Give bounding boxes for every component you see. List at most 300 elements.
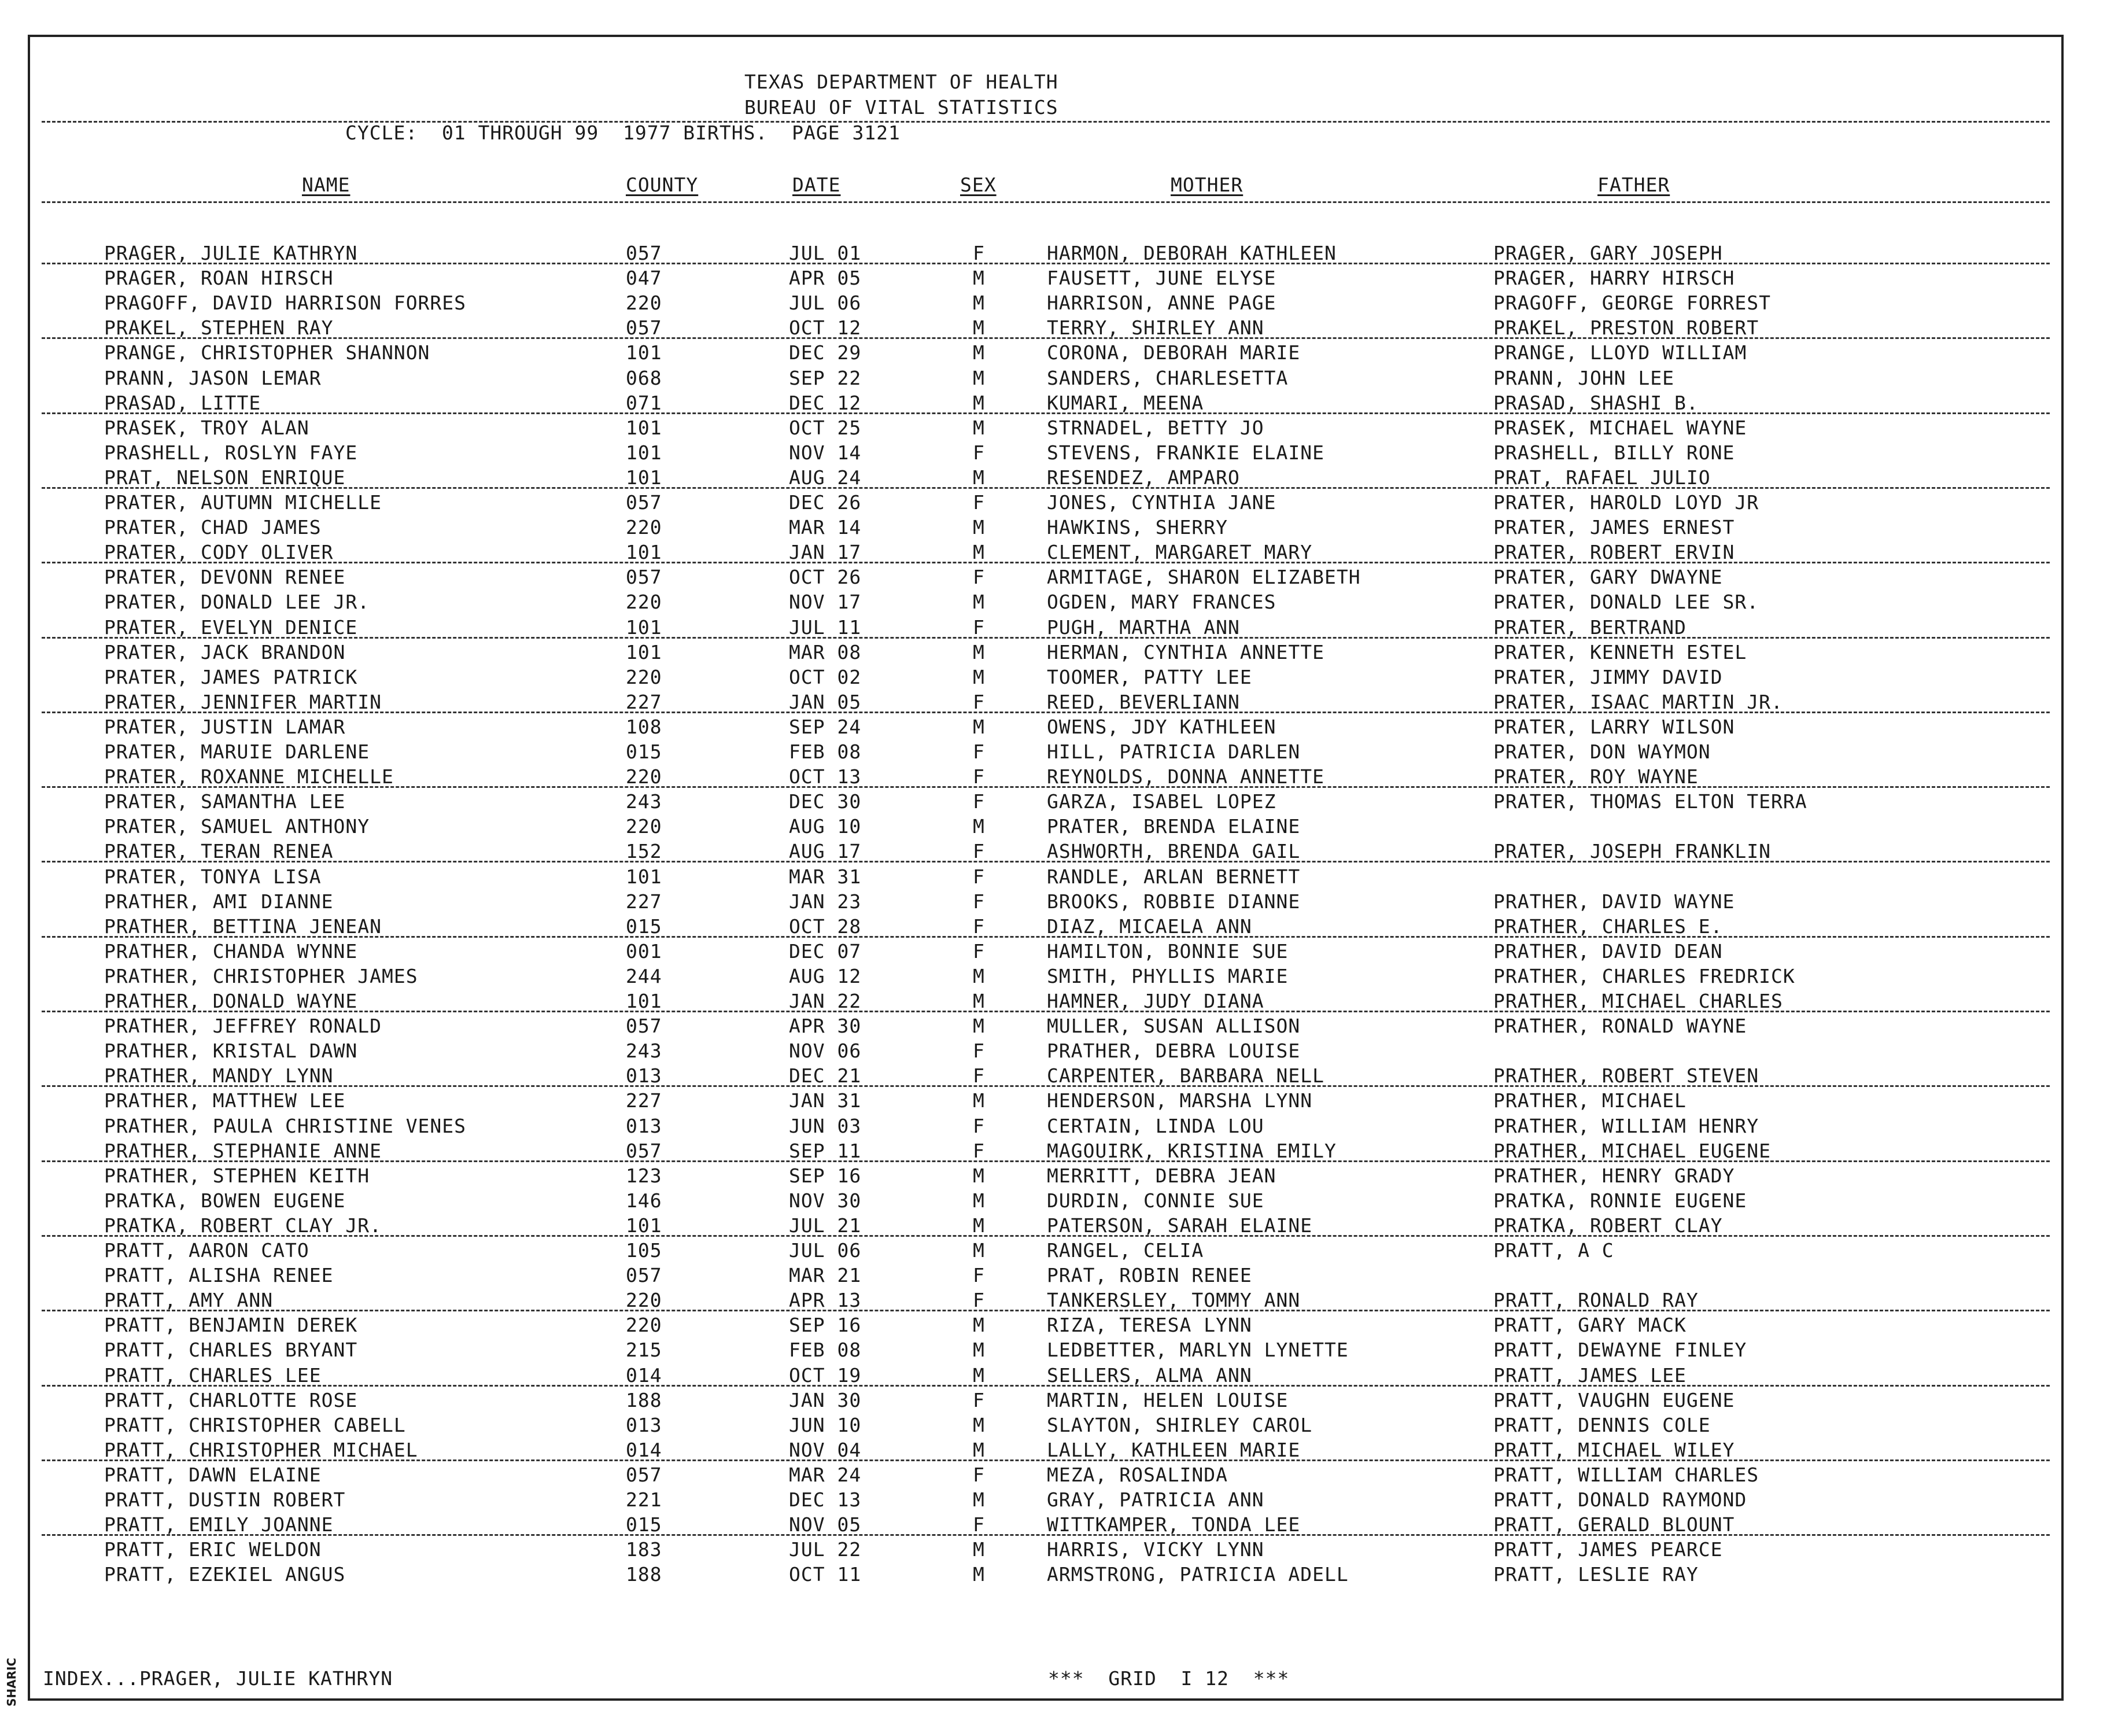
row-cell-father: PRATHER, HENRY GRADY (1493, 1164, 1735, 1187)
row-cell-father: PRATT, LESLIE RAY (1493, 1563, 1699, 1586)
row-cell-sex: M (973, 1339, 985, 1362)
row-cell-date: JUL 06 (789, 1239, 862, 1262)
row-cell-mother: ARMSTRONG, PATRICIA ADELL (1047, 1563, 1349, 1586)
row-cell-mother: RESENDEZ, AMPARO (1047, 466, 1240, 489)
row-cell-county: 071 (626, 391, 662, 414)
row-cell-father: PRATT, GERALD BLOUNT (1493, 1513, 1735, 1536)
row-cell-father: PRATT, JAMES LEE (1493, 1363, 1687, 1387)
row-cell-sex: M (973, 715, 985, 738)
row-cell-sex: F (973, 566, 985, 589)
row-cell-name: PRANN, JASON LEMAR (104, 366, 322, 389)
row-cell-name: PRATER, SAMANTHA LEE (104, 790, 346, 813)
row-cell-mother: DIAZ, MICAELA ANN (1047, 915, 1252, 938)
row-cell-name: PRATT, CHARLES LEE (104, 1363, 322, 1387)
row-cell-date: MAR 14 (789, 516, 862, 539)
row-cell-county: 227 (626, 1089, 662, 1112)
row-cell-county: 220 (626, 292, 662, 315)
row-cell-father: PRANGE, LLOYD WILLIAM (1493, 341, 1747, 364)
row-cell-name: PRATER, MARUIE DARLENE (104, 740, 370, 763)
row-cell-father: PRATER, ROBERT ERVIN (1493, 541, 1735, 564)
row-group-rule (42, 562, 2050, 563)
row-cell-sex: M (973, 366, 985, 389)
row-cell-sex: F (973, 890, 985, 913)
row-cell-name: PRATER, CODY OLIVER (104, 541, 334, 564)
row-cell-name: PRASAD, LITTE (104, 391, 261, 414)
row-cell-sex: F (973, 1040, 985, 1063)
row-cell-father: PRATER, THOMAS ELTON TERRA (1493, 790, 1807, 813)
row-cell-name: PRATER, ROXANNE MICHELLE (104, 765, 394, 788)
row-cell-county: 057 (626, 1264, 662, 1287)
row-cell-county: 057 (626, 566, 662, 589)
row-cell-sex: M (973, 341, 985, 364)
row-cell-date: SEP 16 (789, 1164, 862, 1187)
cycle-line: CYCLE: 01 THROUGH 99 1977 BIRTHS. PAGE 3121 (345, 121, 901, 144)
row-cell-date: AUG 12 (789, 964, 862, 987)
row-cell-name: PRASHELL, ROSLYN FAYE (104, 441, 358, 464)
row-cell-date: JAN 05 (789, 690, 862, 713)
row-cell-sex: M (973, 267, 985, 290)
row-cell-sex: M (973, 1438, 985, 1461)
row-cell-county: 220 (626, 516, 662, 539)
row-cell-county: 152 (626, 840, 662, 863)
row-cell-date: DEC 12 (789, 391, 862, 414)
row-cell-date: JUL 22 (789, 1538, 862, 1561)
row-cell-date: JAN 23 (789, 890, 862, 913)
row-cell-father: PRATHER, CHARLES E. (1493, 915, 1723, 938)
row-cell-name: PRATER, JAMES PATRICK (104, 665, 358, 688)
row-cell-father: PRATER, DONALD LEE SR. (1493, 591, 1759, 614)
row-cell-date: OCT 28 (789, 915, 862, 938)
row-cell-date: APR 30 (789, 1015, 862, 1038)
row-cell-date: DEC 30 (789, 790, 862, 813)
row-cell-mother: MARTIN, HELEN LOUISE (1047, 1388, 1289, 1411)
row-cell-sex: M (973, 1314, 985, 1337)
row-cell-mother: ASHWORTH, BRENDA GAIL (1047, 840, 1301, 863)
row-cell-mother: JONES, CYNTHIA JANE (1047, 491, 1276, 514)
row-cell-sex: F (973, 1289, 985, 1312)
row-cell-date: NOV 14 (789, 441, 862, 464)
row-cell-county: 057 (626, 1139, 662, 1162)
row-cell-date: JUN 03 (789, 1114, 862, 1137)
row-cell-sex: M (973, 640, 985, 664)
row-cell-name: PRATT, DAWN ELAINE (104, 1463, 322, 1486)
row-group-rule (42, 1310, 2050, 1311)
row-cell-date: SEP 11 (789, 1139, 862, 1162)
footer-index: INDEX...PRAGER, JULIE KATHRYN (43, 1667, 393, 1690)
row-cell-sex: F (973, 915, 985, 938)
row-cell-date: DEC 21 (789, 1064, 862, 1088)
row-cell-father: PRATHER, DAVID WAYNE (1493, 890, 1735, 913)
row-cell-father: PRAGER, GARY JOSEPH (1493, 242, 1723, 264)
row-cell-sex: M (973, 1413, 985, 1436)
row-cell-sex: M (973, 591, 985, 614)
row-cell-mother: HAWKINS, SHERRY (1047, 516, 1228, 539)
row-cell-county: 123 (626, 1164, 662, 1187)
row-cell-mother: HILL, PATRICIA DARLEN (1047, 740, 1301, 763)
row-cell-father: PRATT, DENNIS COLE (1493, 1413, 1711, 1436)
row-cell-father: PRATT, DEWAYNE FINLEY (1493, 1339, 1747, 1362)
row-cell-sex: M (973, 516, 985, 539)
row-cell-date: JUN 10 (789, 1413, 862, 1436)
row-cell-sex: M (973, 815, 985, 838)
row-cell-mother: SANDERS, CHARLESETTA (1047, 366, 1289, 389)
row-cell-date: MAR 31 (789, 865, 862, 888)
row-cell-sex: M (973, 466, 985, 489)
row-cell-name: PRATT, EMILY JOANNE (104, 1513, 334, 1536)
row-cell-county: 101 (626, 640, 662, 664)
row-cell-date: FEB 08 (789, 1339, 862, 1362)
row-cell-mother: OWENS, JDY KATHLEEN (1047, 715, 1276, 738)
row-cell-county: 015 (626, 740, 662, 763)
row-cell-name: PRAGER, JULIE KATHRYN (104, 242, 358, 264)
row-cell-mother: MEZA, ROSALINDA (1047, 1463, 1228, 1486)
row-cell-date: NOV 04 (789, 1438, 862, 1461)
row-cell-father: PRATER, JIMMY DAVID (1493, 665, 1723, 688)
row-cell-county: 220 (626, 1289, 662, 1312)
row-cell-mother: HARMON, DEBORAH KATHLEEN (1047, 242, 1337, 264)
row-cell-sex: M (973, 391, 985, 414)
row-cell-sex: F (973, 491, 985, 514)
row-cell-sex: F (973, 790, 985, 813)
row-cell-mother: RIZA, TERESA LYNN (1047, 1314, 1252, 1337)
row-cell-mother: MULLER, SUSAN ALLISON (1047, 1015, 1301, 1038)
row-cell-date: DEC 26 (789, 491, 862, 514)
row-cell-father: PRATT, JAMES PEARCE (1493, 1538, 1723, 1561)
row-cell-mother: MERRITT, DEBRA JEAN (1047, 1164, 1276, 1187)
row-cell-county: 101 (626, 990, 662, 1012)
row-cell-mother: RANGEL, CELIA (1047, 1239, 1204, 1262)
row-cell-county: 014 (626, 1438, 662, 1461)
row-cell-sex: F (973, 939, 985, 963)
row-cell-father: PRATT, A C (1493, 1239, 1614, 1262)
side-mark-label: SHARIC (5, 1657, 19, 1706)
row-cell-name: PRATT, AMY ANN (104, 1289, 274, 1312)
row-cell-father: PRATHER, RONALD WAYNE (1493, 1015, 1747, 1038)
row-cell-sex: F (973, 765, 985, 788)
row-cell-date: JUL 11 (789, 615, 862, 639)
row-cell-mother: LEDBETTER, MARLYN LYNETTE (1047, 1339, 1349, 1362)
row-cell-mother: HARRISON, ANNE PAGE (1047, 292, 1276, 315)
row-cell-mother: DURDIN, CONNIE SUE (1047, 1189, 1264, 1212)
row-cell-mother: HAMILTON, BONNIE SUE (1047, 939, 1289, 963)
row-cell-mother: REED, BEVERLIANN (1047, 690, 1240, 713)
row-cell-sex: M (973, 292, 985, 315)
row-cell-mother: SLAYTON, SHIRLEY CAROL (1047, 1413, 1313, 1436)
row-cell-county: 101 (626, 441, 662, 464)
row-cell-name: PRASEK, TROY ALAN (104, 416, 309, 439)
row-cell-mother: LALLY, KATHLEEN MARIE (1047, 1438, 1301, 1461)
row-cell-sex: M (973, 1214, 985, 1237)
row-cell-name: PRAT, NELSON ENRIQUE (104, 466, 346, 489)
row-cell-county: 047 (626, 267, 662, 290)
row-cell-father: PRATER, HAROLD LOYD JR (1493, 491, 1759, 514)
row-cell-name: PRATER, AUTUMN MICHELLE (104, 491, 382, 514)
row-cell-father: PRATKA, ROBERT CLAY (1493, 1214, 1723, 1237)
row-cell-name: PRATT, DUSTIN ROBERT (104, 1488, 346, 1511)
row-cell-date: NOV 17 (789, 591, 862, 614)
column-header-mother: MOTHER (1171, 174, 1243, 196)
row-cell-county: 220 (626, 815, 662, 838)
row-cell-date: JUL 21 (789, 1214, 862, 1237)
row-group-rule (42, 1534, 2050, 1536)
row-cell-mother: CARPENTER, BARBARA NELL (1047, 1064, 1324, 1088)
row-cell-sex: F (973, 242, 985, 264)
row-cell-name: PRATT, AARON CATO (104, 1239, 309, 1262)
row-cell-date: JUL 06 (789, 292, 862, 315)
column-header-county: COUNTY (626, 174, 699, 196)
row-cell-county: 013 (626, 1064, 662, 1088)
row-cell-name: PRATHER, JEFFREY RONALD (104, 1015, 382, 1038)
row-cell-name: PRATHER, DONALD WAYNE (104, 990, 358, 1012)
row-cell-county: 013 (626, 1114, 662, 1137)
row-cell-father: PRATER, LARRY WILSON (1493, 715, 1735, 738)
row-cell-name: PRAKEL, STEPHEN RAY (104, 316, 334, 340)
row-cell-county: 243 (626, 1040, 662, 1063)
row-cell-father: PRATHER, WILLIAM HENRY (1493, 1114, 1759, 1137)
row-cell-father: PRATHER, DAVID DEAN (1493, 939, 1723, 963)
row-cell-date: OCT 19 (789, 1363, 862, 1387)
row-cell-mother: HERMAN, CYNTHIA ANNETTE (1047, 640, 1324, 664)
row-cell-father: PRATHER, MICHAEL EUGENE (1493, 1139, 1771, 1162)
row-cell-date: JUL 01 (789, 242, 862, 264)
row-cell-sex: M (973, 1538, 985, 1561)
row-cell-date: NOV 06 (789, 1040, 862, 1063)
row-cell-county: 101 (626, 865, 662, 888)
row-cell-county: 101 (626, 466, 662, 489)
row-cell-county: 220 (626, 591, 662, 614)
row-cell-date: AUG 17 (789, 840, 862, 863)
row-group-rule (42, 412, 2050, 414)
row-cell-date: MAR 24 (789, 1463, 862, 1486)
row-cell-sex: M (973, 1563, 985, 1586)
row-cell-mother: ARMITAGE, SHARON ELIZABETH (1047, 566, 1361, 589)
row-cell-sex: F (973, 441, 985, 464)
row-cell-sex: F (973, 740, 985, 763)
row-cell-mother: HARRIS, VICKY LYNN (1047, 1538, 1264, 1561)
row-cell-name: PRATT, CHRISTOPHER MICHAEL (104, 1438, 418, 1461)
column-header-name: NAME (302, 174, 350, 196)
row-cell-date: FEB 08 (789, 740, 862, 763)
row-cell-name: PRATHER, CHANDA WYNNE (104, 939, 358, 963)
row-cell-father: PRATT, RONALD RAY (1493, 1289, 1699, 1312)
row-cell-county: 188 (626, 1388, 662, 1411)
row-cell-sex: F (973, 615, 985, 639)
row-cell-county: 001 (626, 939, 662, 963)
row-cell-mother: PUGH, MARTHA ANN (1047, 615, 1240, 639)
row-cell-county: 244 (626, 964, 662, 987)
row-cell-father: PRASHELL, BILLY RONE (1493, 441, 1735, 464)
row-cell-date: APR 05 (789, 267, 862, 290)
row-cell-county: 146 (626, 1189, 662, 1212)
row-cell-name: PRAGOFF, DAVID HARRISON FORRES (104, 292, 467, 315)
row-cell-father: PRAT, RAFAEL JULIO (1493, 466, 1711, 489)
row-cell-name: PRATHER, CHRISTOPHER JAMES (104, 964, 418, 987)
row-cell-mother: MAGOUIRK, KRISTINA EMILY (1047, 1139, 1337, 1162)
row-cell-mother: SELLERS, ALMA ANN (1047, 1363, 1252, 1387)
row-cell-sex: M (973, 1239, 985, 1262)
row-cell-father: PRATER, JOSEPH FRANKLIN (1493, 840, 1771, 863)
row-cell-county: 101 (626, 416, 662, 439)
row-cell-father: PRATER, DON WAYMON (1493, 740, 1711, 763)
row-cell-sex: M (973, 1488, 985, 1511)
row-cell-date: OCT 26 (789, 566, 862, 589)
row-cell-date: AUG 10 (789, 815, 862, 838)
row-cell-date: MAR 21 (789, 1264, 862, 1287)
row-cell-name: PRATHER, STEPHEN KEITH (104, 1164, 370, 1187)
row-cell-father: PRATT, WILLIAM CHARLES (1493, 1463, 1759, 1486)
column-header-date: DATE (792, 174, 841, 196)
row-cell-father: PRATT, DONALD RAYMOND (1493, 1488, 1747, 1511)
row-cell-mother: TOOMER, PATTY LEE (1047, 665, 1252, 688)
row-cell-father: PRATHER, MICHAEL (1493, 1089, 1687, 1112)
row-cell-name: PRATER, JUSTIN LAMAR (104, 715, 346, 738)
row-cell-date: SEP 24 (789, 715, 862, 738)
row-cell-father: PRATT, MICHAEL WILEY (1493, 1438, 1735, 1461)
bureau-title: BUREAU OF VITAL STATISTICS (744, 96, 1058, 119)
row-cell-date: MAR 08 (789, 640, 862, 664)
row-cell-county: 220 (626, 765, 662, 788)
row-cell-county: 057 (626, 242, 662, 264)
row-cell-mother: GRAY, PATRICIA ANN (1047, 1488, 1264, 1511)
row-cell-mother: HAMNER, JUDY DIANA (1047, 990, 1264, 1012)
row-cell-father: PRATT, VAUGHN EUGENE (1493, 1388, 1735, 1411)
row-cell-mother: RANDLE, ARLAN BERNETT (1047, 865, 1301, 888)
row-cell-county: 183 (626, 1538, 662, 1561)
row-cell-sex: F (973, 1513, 985, 1536)
row-cell-county: 057 (626, 1463, 662, 1486)
row-cell-mother: FAUSETT, JUNE ELYSE (1047, 267, 1276, 290)
row-cell-sex: F (973, 1264, 985, 1287)
row-cell-sex: F (973, 865, 985, 888)
row-cell-name: PRATER, DONALD LEE JR. (104, 591, 370, 614)
row-cell-name: PRATT, ALISHA RENEE (104, 1264, 334, 1287)
row-cell-date: OCT 13 (789, 765, 862, 788)
row-cell-mother: PRATHER, DEBRA LOUISE (1047, 1040, 1301, 1063)
row-cell-sex: F (973, 1139, 985, 1162)
row-cell-name: PRATHER, STEPHANIE ANNE (104, 1139, 382, 1162)
row-cell-father: PRATT, GARY MACK (1493, 1314, 1687, 1337)
row-cell-date: OCT 12 (789, 316, 862, 340)
row-cell-mother: STEVENS, FRANKIE ELAINE (1047, 441, 1324, 464)
row-cell-county: 014 (626, 1363, 662, 1387)
row-cell-date: DEC 07 (789, 939, 862, 963)
row-cell-father: PRAKEL, PRESTON ROBERT (1493, 316, 1759, 340)
row-cell-father: PRATER, ISAAC MARTIN JR. (1493, 690, 1783, 713)
row-cell-county: 057 (626, 491, 662, 514)
row-cell-name: PRATHER, MATTHEW LEE (104, 1089, 346, 1112)
row-cell-mother: GARZA, ISABEL LOPEZ (1047, 790, 1276, 813)
column-header-father: FATHER (1597, 174, 1670, 196)
row-cell-county: 220 (626, 1314, 662, 1337)
row-cell-date: OCT 11 (789, 1563, 862, 1586)
row-cell-father: PRATER, GARY DWAYNE (1493, 566, 1723, 589)
row-cell-date: JAN 22 (789, 990, 862, 1012)
row-cell-county: 227 (626, 890, 662, 913)
row-cell-mother: CLEMENT, MARGARET MARY (1047, 541, 1313, 564)
row-cell-name: PRATHER, BETTINA JENEAN (104, 915, 382, 938)
row-cell-name: PRATHER, KRISTAL DAWN (104, 1040, 358, 1063)
row-cell-county: 068 (626, 366, 662, 389)
row-cell-county: 101 (626, 341, 662, 364)
row-cell-county: 015 (626, 1513, 662, 1536)
row-cell-father: PRATER, KENNETH ESTEL (1493, 640, 1747, 664)
row-cell-father: PRATER, BERTRAND (1493, 615, 1687, 639)
row-cell-father: PRAGER, HARRY HIRSCH (1493, 267, 1735, 290)
row-cell-county: 188 (626, 1563, 662, 1586)
row-cell-date: DEC 13 (789, 1488, 862, 1511)
row-cell-name: PRAGER, ROAN HIRSCH (104, 267, 334, 290)
row-cell-father: PRASAD, SHASHI B. (1493, 391, 1699, 414)
row-cell-sex: M (973, 964, 985, 987)
row-cell-sex: M (973, 1164, 985, 1187)
row-cell-mother: PRAT, ROBIN RENEE (1047, 1264, 1252, 1287)
row-cell-name: PRATKA, BOWEN EUGENE (104, 1189, 346, 1212)
row-cell-father: PRATHER, CHARLES FREDRICK (1493, 964, 1795, 987)
row-cell-date: AUG 24 (789, 466, 862, 489)
row-cell-date: OCT 25 (789, 416, 862, 439)
row-cell-name: PRATER, JENNIFER MARTIN (104, 690, 382, 713)
row-cell-sex: F (973, 1388, 985, 1411)
row-cell-sex: F (973, 690, 985, 713)
row-cell-sex: M (973, 990, 985, 1012)
row-cell-mother: TERRY, SHIRLEY ANN (1047, 316, 1264, 340)
row-cell-date: NOV 05 (789, 1513, 862, 1536)
row-cell-county: 221 (626, 1488, 662, 1511)
row-cell-sex: M (973, 416, 985, 439)
row-cell-name: PRATT, CHARLES BRYANT (104, 1339, 358, 1362)
row-cell-mother: CORONA, DEBORAH MARIE (1047, 341, 1301, 364)
row-cell-mother: CERTAIN, LINDA LOU (1047, 1114, 1264, 1137)
row-cell-name: PRATER, EVELYN DENICE (104, 615, 358, 639)
row-cell-mother: OGDEN, MARY FRANCES (1047, 591, 1276, 614)
row-cell-name: PRANGE, CHRISTOPHER SHANNON (104, 341, 430, 364)
footer-grid: *** GRID I 12 *** (1048, 1667, 1290, 1690)
row-cell-date: NOV 30 (789, 1189, 862, 1212)
row-cell-sex: M (973, 541, 985, 564)
column-header-sex: SEX (960, 174, 997, 196)
row-cell-name: PRATER, TONYA LISA (104, 865, 322, 888)
row-cell-name: PRATT, BENJAMIN DEREK (104, 1314, 358, 1337)
row-cell-mother: KUMARI, MEENA (1047, 391, 1204, 414)
row-cell-mother: BROOKS, ROBBIE DIANNE (1047, 890, 1301, 913)
row-cell-county: 101 (626, 541, 662, 564)
row-cell-father: PRAGOFF, GEORGE FORREST (1493, 292, 1771, 315)
row-cell-mother: SMITH, PHYLLIS MARIE (1047, 964, 1289, 987)
header-rule-2 (42, 201, 2050, 203)
row-cell-date: SEP 16 (789, 1314, 862, 1337)
row-cell-mother: WITTKAMPER, TONDA LEE (1047, 1513, 1301, 1536)
row-cell-sex: M (973, 316, 985, 340)
department-title: TEXAS DEPARTMENT OF HEALTH (744, 71, 1058, 93)
row-cell-county: 227 (626, 690, 662, 713)
row-cell-name: PRATER, SAMUEL ANTHONY (104, 815, 370, 838)
row-cell-father: PRATKA, RONNIE EUGENE (1493, 1189, 1747, 1212)
row-cell-county: 105 (626, 1239, 662, 1262)
row-cell-date: SEP 22 (789, 366, 862, 389)
row-cell-name: PRATT, CHRISTOPHER CABELL (104, 1413, 406, 1436)
row-cell-date: JAN 30 (789, 1388, 862, 1411)
row-cell-county: 101 (626, 615, 662, 639)
row-cell-father: PRATHER, MICHAEL CHARLES (1493, 990, 1783, 1012)
row-cell-date: APR 13 (789, 1289, 862, 1312)
row-cell-name: PRATER, TERAN RENEA (104, 840, 334, 863)
row-cell-date: DEC 29 (789, 341, 862, 364)
row-cell-sex: M (973, 1015, 985, 1038)
row-cell-name: PRATER, JACK BRANDON (104, 640, 346, 664)
row-cell-father: PRATER, ROY WAYNE (1493, 765, 1699, 788)
row-cell-name: PRATT, EZEKIEL ANGUS (104, 1563, 346, 1586)
row-cell-mother: TANKERSLEY, TOMMY ANN (1047, 1289, 1301, 1312)
